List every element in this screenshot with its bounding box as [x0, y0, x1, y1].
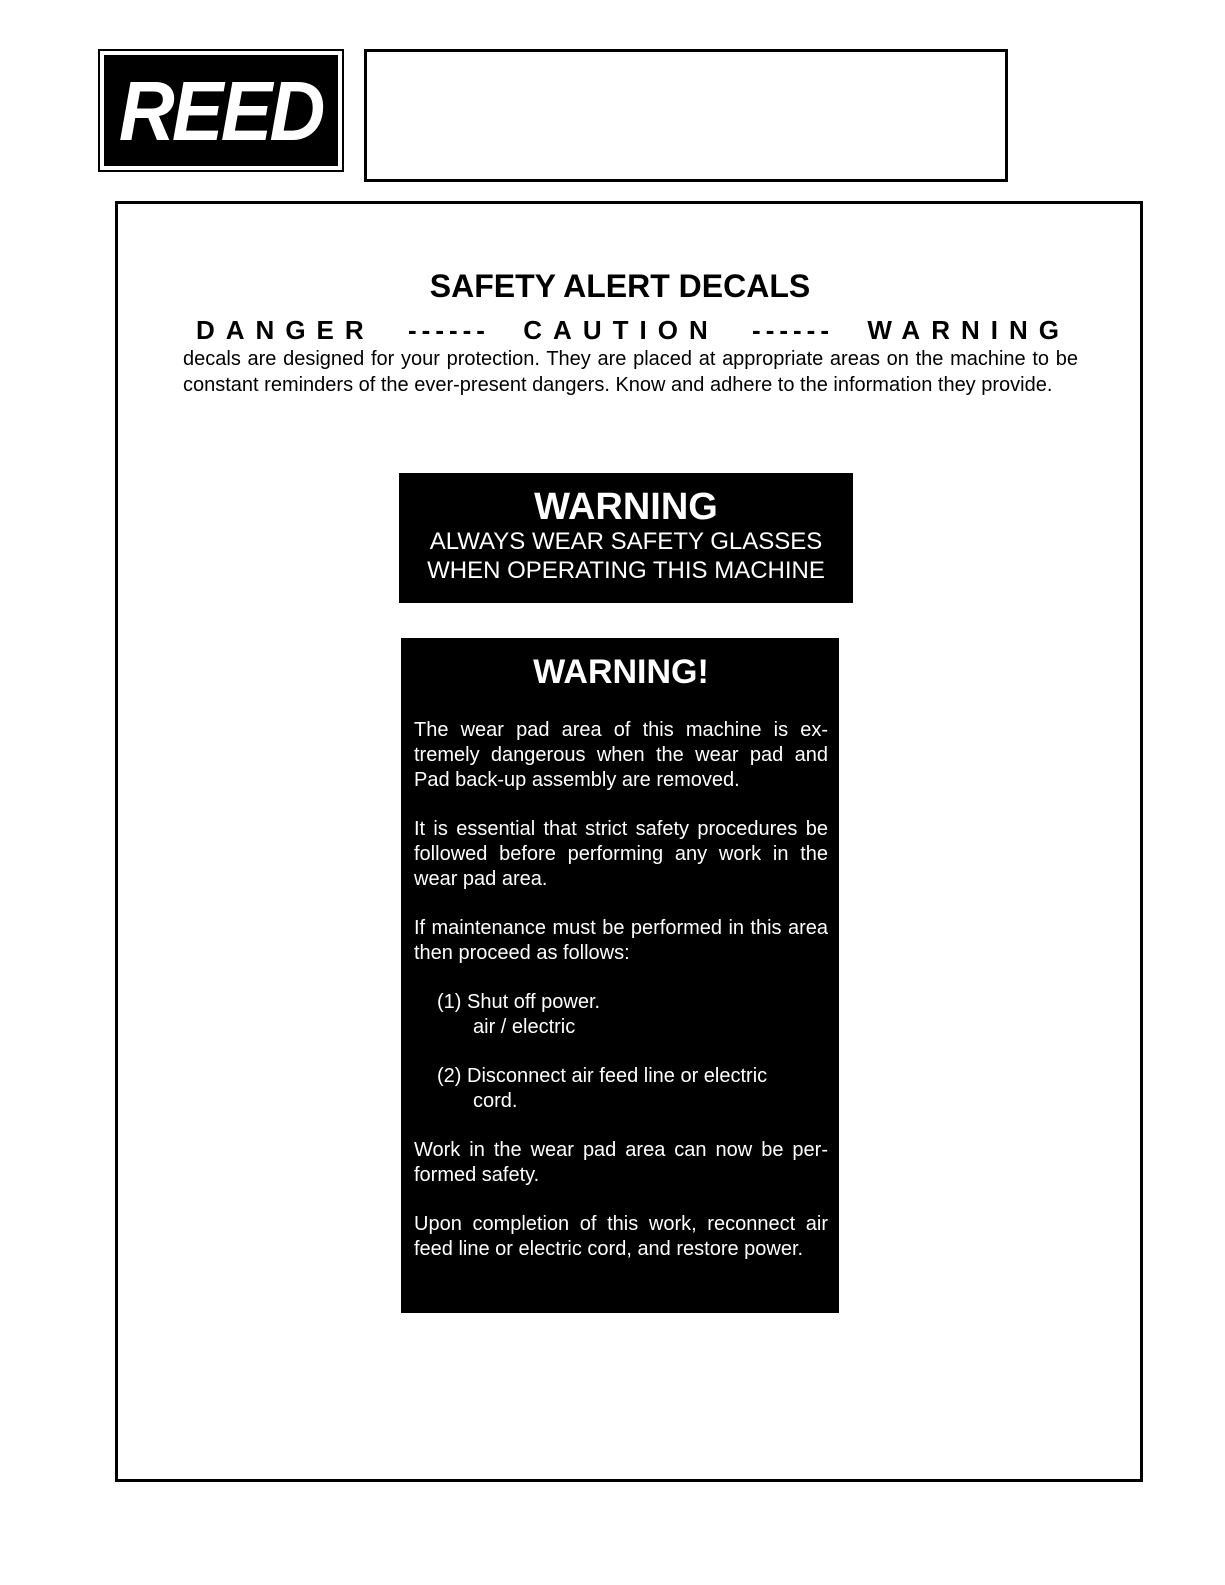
decal-heading: WARNING!: [533, 653, 709, 691]
signal-word-separator: ------: [408, 315, 490, 345]
reed-logo: [98, 49, 344, 172]
header-title-box: [364, 49, 1008, 182]
safety-glasses-decal: [399, 473, 853, 603]
signal-word-separator: ------: [752, 315, 834, 345]
signal-word-danger: DANGER: [196, 315, 375, 345]
signal-words-row: [196, 315, 1070, 346]
procedure-step: [437, 990, 828, 1040]
decal-heading: WARNING: [534, 486, 718, 528]
reed-logo-text: REED: [119, 63, 323, 158]
decal-line: ALWAYS WEAR SAFETY GLASSES: [429, 528, 823, 555]
procedure-step-detail: cord.: [473, 1090, 518, 1112]
page-title: SAFETY ALERT DECALS: [429, 268, 811, 304]
decal-paragraph: Upon completion of this work, reconnect air feed line or electric cord, and restore power.: [414, 1213, 828, 1260]
decal-paragraph: If maintenance must be performed in this area then proceed as follows:: [414, 917, 828, 964]
wear-pad-warning-decal: [401, 638, 839, 1313]
reed-logo-background: [104, 55, 338, 166]
intro-paragraph: decals are designed for your protection. They are placed at appropriate areas on the machine to be constant reminders of the ever-present dangers. Know and adhere to the information they provide.: [183, 348, 1078, 396]
decal-paragraph: It is essential that strict safety procedures be followed before performing any work in the wear pad area.: [414, 818, 828, 890]
signal-word-warning: WARNING: [867, 315, 1070, 345]
decal-paragraph: Work in the wear pad area can now be per-formed safety.: [414, 1139, 828, 1186]
procedure-step-detail: air / electric: [473, 1016, 576, 1038]
decal-paragraph: The wear pad area of this machine is ex-tremely dangerous when the wear pad and Pad back-up assembly are removed.: [414, 719, 828, 791]
procedure-step-text: (1) Shut off power.: [437, 991, 601, 1013]
decal-line: WHEN OPERATING THIS MACHINE: [427, 557, 825, 584]
procedure-step: [437, 1064, 828, 1114]
procedure-step-text: (2) Disconnect air feed line or electric: [437, 1065, 768, 1087]
signal-word-caution: CAUTION: [523, 315, 719, 345]
